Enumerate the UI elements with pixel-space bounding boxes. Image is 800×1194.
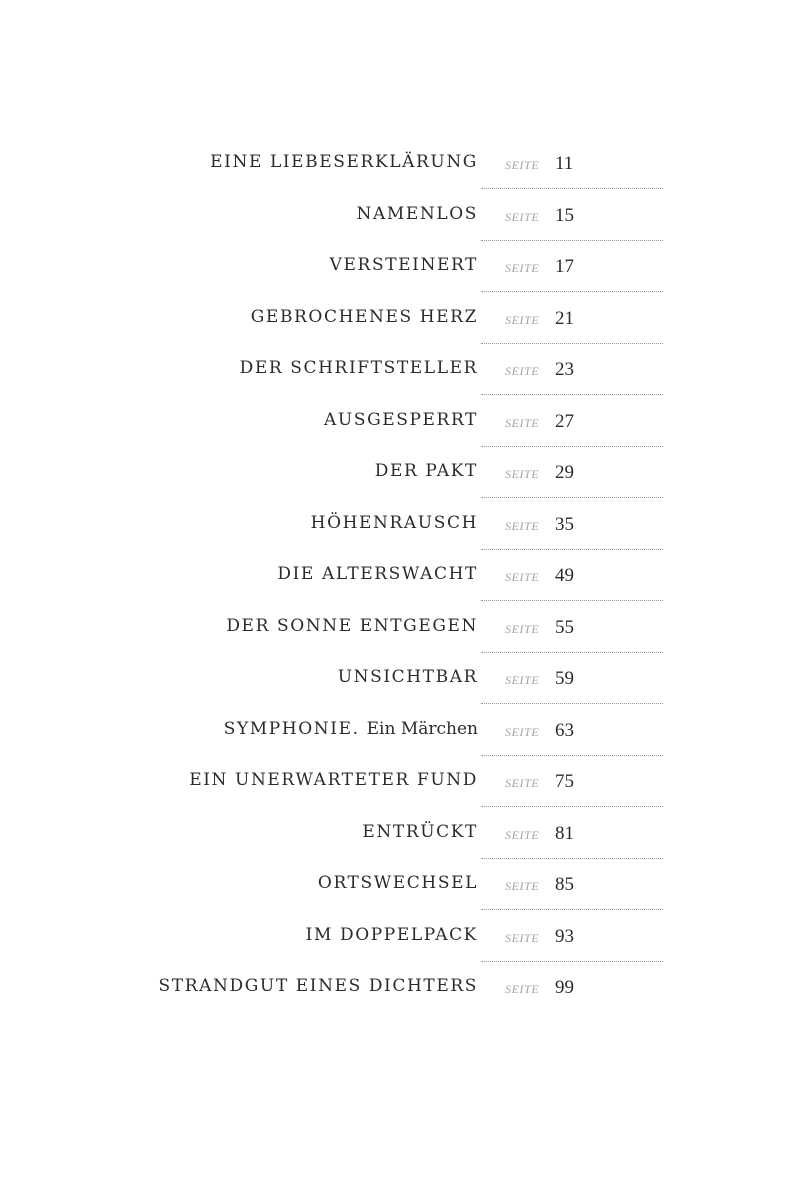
toc-entry-title xyxy=(210,152,478,172)
toc-entry-title-text: SYMPHONIE. xyxy=(223,718,360,739)
toc-entry xyxy=(0,344,800,396)
toc-entry-page-number: 15 xyxy=(555,204,574,226)
toc-entry-title xyxy=(318,873,478,893)
toc-entry-page-label: SEITE xyxy=(505,518,540,533)
toc-entry-page-label: SEITE xyxy=(505,724,540,739)
toc-entry-title-text: UNSICHTBAR xyxy=(337,667,478,687)
toc-entry-page-number: 49 xyxy=(555,565,574,586)
toc-entry xyxy=(0,138,800,190)
toc-entry-page-number: 85 xyxy=(555,874,574,895)
toc-entry-page-number: 35 xyxy=(555,513,574,535)
toc-entry xyxy=(0,756,800,808)
toc-entry xyxy=(0,653,800,705)
toc-entry-title xyxy=(240,358,478,378)
toc-entry-page-label: SEITE xyxy=(505,879,540,893)
toc-entry xyxy=(0,859,800,911)
toc-entry xyxy=(0,447,800,499)
toc-entry-title-text: IM DOPPELPACK xyxy=(305,924,478,945)
toc-entry-title-text: GEBROCHENES HERZ xyxy=(250,306,478,327)
toc-entry-page-number: 59 xyxy=(555,668,574,689)
toc-entry-page-label: SEITE xyxy=(505,158,540,172)
toc-entry xyxy=(0,550,800,602)
toc-entry-title xyxy=(277,564,478,584)
toc-entry-subtitle: Ein Märchen xyxy=(366,718,478,739)
toc-entry-title xyxy=(338,667,478,687)
toc-entry-title-text: NAMENLOS xyxy=(356,203,478,224)
toc-entry-title-text: DER PAKT xyxy=(374,461,478,481)
table-of-contents xyxy=(0,138,800,1014)
toc-entry xyxy=(0,293,800,345)
toc-entry-page-number: 29 xyxy=(555,462,574,483)
toc-entry-title-text: DER SONNE ENTGEGEN xyxy=(226,615,478,636)
toc-entry-page-label: SEITE xyxy=(505,312,540,327)
toc-entry-title xyxy=(311,513,478,533)
toc-entry-title-text: ENTRÜCKT xyxy=(362,821,478,842)
toc-entry-page-number: 63 xyxy=(555,719,574,741)
toc-entry-page-number: 99 xyxy=(555,977,574,998)
toc-entry-page-label: SEITE xyxy=(505,209,540,224)
toc-entry-title-text: AUSGESPERRT xyxy=(324,409,478,430)
toc-entry xyxy=(0,241,800,293)
toc-entry-title-text: HÖHENRAUSCH xyxy=(310,512,478,533)
toc-entry xyxy=(0,962,800,1014)
toc-entry xyxy=(0,190,800,242)
toc-entry-page-label: SEITE xyxy=(505,673,540,687)
toc-entry-page-label: SEITE xyxy=(505,827,540,842)
toc-entry-title xyxy=(251,307,478,327)
toc-entry xyxy=(0,499,800,551)
toc-entry-title-text: EIN UNERWARTETER FUND xyxy=(189,770,478,790)
toc-entry-page-label: SEITE xyxy=(505,261,540,275)
toc-entry-page-label: SEITE xyxy=(505,467,540,481)
toc-entry-title xyxy=(306,925,478,945)
toc-entry xyxy=(0,911,800,963)
toc-entry-title xyxy=(226,616,478,636)
toc-entry-page-number: 93 xyxy=(555,925,574,947)
toc-entry xyxy=(0,396,800,448)
toc-entry-title-text: ORTSWECHSEL xyxy=(317,873,478,893)
toc-entry-page-label: SEITE xyxy=(505,621,540,636)
toc-entry-page-label: SEITE xyxy=(505,982,540,996)
toc-entry-page-number: 81 xyxy=(555,822,574,844)
toc-entry-title xyxy=(324,410,478,430)
toc-entry-page-label: SEITE xyxy=(505,776,540,790)
toc-entry-title xyxy=(356,204,478,224)
toc-entry-title-text: DIE ALTERSWACHT xyxy=(277,564,478,584)
toc-entry-title-text: DER SCHRIFTSTELLER xyxy=(239,358,478,378)
toc-entry xyxy=(0,808,800,860)
toc-entry-title-text: EINE LIEBESERKLÄRUNG xyxy=(210,152,478,172)
toc-entry xyxy=(0,602,800,654)
toc-entry-page-number: 75 xyxy=(555,771,574,792)
toc-entry-title xyxy=(330,255,478,275)
toc-entry-page-number: 23 xyxy=(555,359,574,380)
toc-entry-page-number: 11 xyxy=(555,153,574,174)
toc-entry-page-number: 17 xyxy=(555,256,574,277)
toc-entry-page-label: SEITE xyxy=(505,415,540,430)
toc-entry-title xyxy=(159,976,478,996)
toc-entry-title xyxy=(375,461,478,481)
toc-entry-title xyxy=(224,719,478,739)
toc-entry-page-number: 55 xyxy=(555,616,574,638)
toc-entry-title xyxy=(362,822,478,842)
toc-entry-title-text: VERSTEINERT xyxy=(329,255,478,275)
toc-entry-page-label: SEITE xyxy=(505,930,540,945)
toc-entry-page-label: SEITE xyxy=(505,364,540,378)
toc-entry xyxy=(0,705,800,757)
toc-entry-page-number: 27 xyxy=(555,410,574,432)
toc-entry-page-label: SEITE xyxy=(505,570,540,584)
toc-entry-title xyxy=(189,770,478,790)
toc-entry-page-number: 21 xyxy=(555,307,574,329)
toc-entry-title-text: STRANDGUT EINES DICHTERS xyxy=(158,976,478,996)
